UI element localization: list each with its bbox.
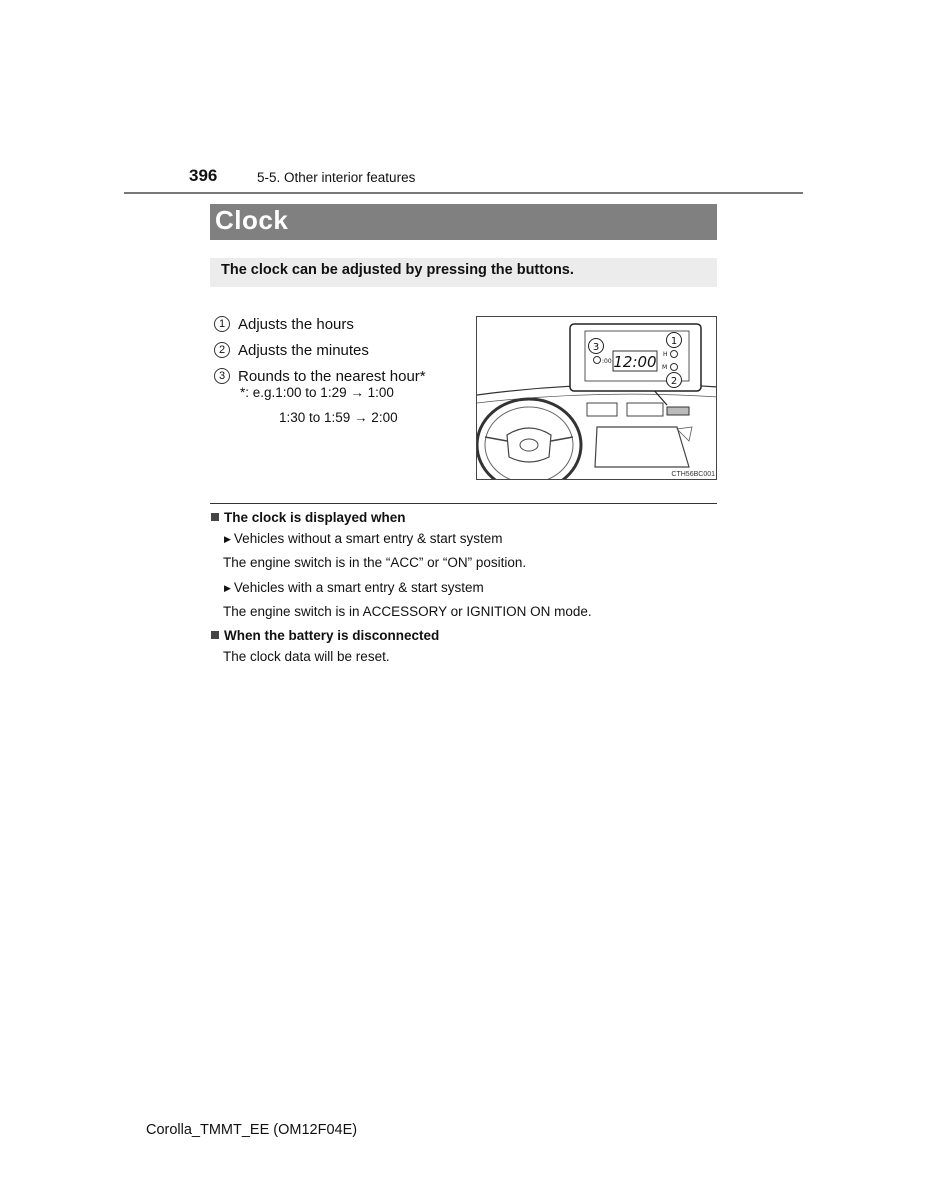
intro-text: The clock can be adjusted by pressing the buttons. — [221, 262, 574, 278]
footnote-line-1: *: e.g.1:00 to 1:29 → 1:00 — [240, 385, 394, 400]
step-number: 3 — [214, 368, 230, 384]
callout-3: 3 — [592, 342, 600, 353]
step-list — [214, 311, 474, 389]
section-label: 5-5. Other interior features — [257, 170, 416, 185]
clock-figure — [476, 316, 717, 480]
note-text: The clock data will be reset. — [223, 649, 390, 664]
page-title: Clock — [215, 205, 289, 235]
clock-display-time: 12:00 — [613, 353, 657, 371]
note-text: The engine switch is in the “ACC” or “ON” position. — [223, 555, 527, 570]
header-rule — [124, 192, 803, 194]
square-bullet-icon — [211, 631, 219, 639]
step-label: Rounds to the nearest hour* — [238, 367, 426, 385]
note-text: The engine switch is in ACCESSORY or IGNITION ON mode. — [223, 604, 592, 619]
step-item — [214, 337, 474, 363]
triangle-bullet-icon: ▶ — [224, 583, 231, 593]
step-item — [214, 311, 474, 337]
footnote-line-2: 1:30 to 1:59 → 2:00 — [279, 410, 398, 425]
section-divider — [210, 503, 717, 504]
intro-box — [210, 258, 717, 287]
title-bar — [210, 204, 717, 240]
note-bullet: ▶ Vehicles without a smart entry & start system — [224, 531, 503, 546]
note-bullet: ▶ Vehicles with a smart entry & start system — [224, 580, 484, 595]
round-button-label: :00 — [602, 358, 612, 365]
callout-1: 1 — [670, 336, 678, 347]
callout-2: 2 — [670, 376, 678, 387]
hour-button-label: H — [663, 351, 668, 358]
footer-manual-id: Corolla_TMMT_EE (OM12F04E) — [146, 1122, 358, 1138]
step-number: 2 — [214, 342, 230, 358]
step-label: Adjusts the minutes — [238, 341, 369, 359]
step-number: 1 — [214, 316, 230, 332]
triangle-bullet-icon: ▶ — [224, 534, 231, 544]
figure-code: CTH56BC001 — [671, 471, 715, 478]
page-number: 396 — [189, 166, 218, 185]
note-heading: The clock is displayed when — [211, 510, 406, 525]
minute-button-label: M — [662, 364, 668, 371]
note-heading: When the battery is disconnected — [211, 628, 439, 643]
step-label: Adjusts the hours — [238, 315, 354, 333]
square-bullet-icon — [211, 513, 219, 521]
dashboard-illustration — [477, 317, 717, 480]
